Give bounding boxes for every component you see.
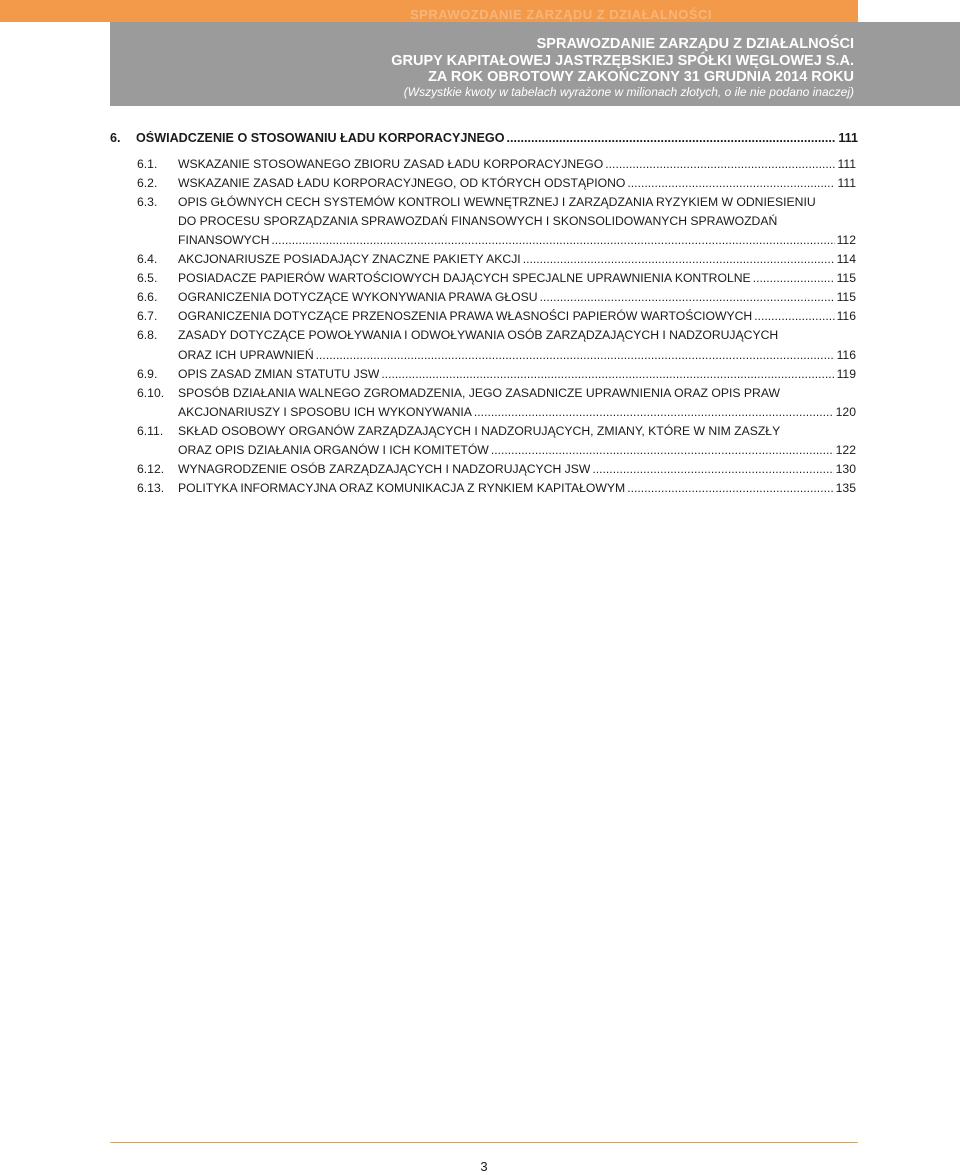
toc-item-page: 135 — [835, 481, 856, 496]
toc-item-number: 6.11. — [137, 423, 164, 438]
toc-item-title: POLITYKA INFORMACYJNA ORAZ KOMUNIKACJA Z RYNKIEM KAPITAŁOWYM — [178, 481, 626, 496]
toc-leader-dots — [754, 309, 834, 323]
page-number: 3 — [480, 1159, 488, 1174]
toc-item-number: 6.7. — [137, 309, 158, 324]
toc-leader-dots — [474, 405, 834, 419]
toc-item-number: 6.9. — [137, 366, 158, 381]
toc-leader-dots — [381, 367, 834, 381]
toc-item-number: 6.12. — [137, 462, 165, 477]
toc-item[interactable] — [178, 367, 856, 381]
toc-item-title: FINANSOWYCH — [178, 232, 270, 247]
toc-leader-dots — [627, 481, 833, 495]
toc-item-page: 114 — [836, 252, 856, 266]
toc-item-title: WSKAZANIE ZASAD ŁADU KORPORACYJNEGO, OD KTÓRYCH ODSTĄPIONO — [178, 175, 626, 190]
toc-item-page: 120 — [835, 404, 856, 419]
toc-item-title: OGRANICZENIA DOTYCZĄCE PRZENOSZENIA PRAWA WŁASNOŚCI PAPIERÓW WARTOŚCIOWYCH — [178, 309, 753, 324]
toc-item-page: 112 — [836, 232, 856, 247]
toc-main-page: 111 — [838, 131, 858, 145]
header-title-line-1: SPRAWOZDANIE ZARZĄDU Z DZIAŁALNOŚCI — [536, 36, 854, 52]
header-band-text: SPRAWOZDANIE ZARZĄDU Z DZIAŁALNOŚCI — [410, 7, 713, 22]
toc-main-number: 6. — [110, 131, 121, 145]
toc-item-title: ORAZ OPIS DZIAŁANIA ORGANÓW I ICH KOMITETÓW — [178, 443, 489, 457]
toc-leader-dots — [523, 252, 835, 266]
toc-leader-dots — [540, 290, 835, 304]
toc-item-number: 6.1. — [137, 156, 158, 171]
toc-item[interactable] — [178, 309, 856, 323]
toc-item[interactable] — [178, 462, 856, 476]
toc-item[interactable] — [178, 271, 856, 285]
toc-item[interactable] — [178, 405, 856, 419]
toc-item-number: 6.8. — [137, 328, 158, 343]
toc-leader-dots — [753, 271, 835, 285]
toc-item-title-line[interactable]: SPOSÓB DZIAŁANIA WALNEGO ZGROMADZENIA, JEGO ZASADNICZE UPRAWNIENIA ORAZ OPIS PRAW — [178, 385, 781, 400]
toc-leader-dots — [627, 176, 835, 190]
toc-item-title-line[interactable]: DO PROCESU SPORZĄDZANIA SPRAWOZDAŃ FINANSOWYCH I SKONSOLIDOWANYCH SPRAWOZDAŃ — [178, 213, 778, 228]
toc-main-title: OŚWIADCZENIE O STOSOWANIU ŁADU KORPORACYJNEGO — [136, 131, 505, 145]
header-title-line-3: ZA ROK OBROTOWY ZAKOŃCZONY 31 GRUDNIA 2014 ROKU — [428, 69, 854, 85]
toc-item-page: 116 — [836, 309, 856, 324]
toc-leader-dots — [271, 233, 834, 247]
toc-item[interactable] — [178, 157, 856, 171]
toc-item-title: OGRANICZENIA DOTYCZĄCE WYKONYWANIA PRAWA GŁOSU — [178, 290, 538, 305]
toc-item[interactable] — [178, 348, 856, 362]
toc-item-page: 130 — [835, 462, 856, 477]
toc-item-page: 115 — [836, 271, 856, 286]
toc-leader-dots — [605, 157, 835, 171]
toc-item[interactable] — [178, 481, 856, 495]
toc-leader-dots — [491, 443, 834, 457]
header-note: (Wszystkie kwoty w tabelach wyrażone w milionach złotych, o ile nie podano inaczej) — [403, 85, 854, 99]
toc-item-title: WSKAZANIE STOSOWANEGO ZBIORU ZASAD ŁADU KORPORACYJNEGO — [178, 156, 604, 171]
toc-item-title: ORAZ ICH UPRAWNIEŃ — [178, 347, 314, 362]
toc-item-title-line[interactable]: OPIS GŁÓWNYCH CECH SYSTEMÓW KONTROLI WEWNĘTRZNEJ I ZARZĄDZANIA RYZYKIEM W ODNIESIENIU — [178, 194, 816, 209]
toc-item-number: 6.10. — [137, 385, 165, 400]
toc-item-title-line[interactable]: ZASADY DOTYCZĄCE POWOŁYWANIA I ODWOŁYWANIA OSÓB ZARZĄDZAJĄCYCH I NADZORUJĄCYCH — [178, 328, 779, 343]
toc-main-entry[interactable] — [110, 131, 858, 145]
toc-item[interactable] — [178, 290, 856, 304]
footer-divider — [110, 1142, 858, 1143]
toc-item-number: 6.2. — [137, 175, 158, 190]
toc-item-number: 6.4. — [137, 252, 158, 266]
toc-leader-dots — [507, 131, 837, 145]
toc-item-number: 6.3. — [137, 194, 158, 209]
toc-item-page: 115 — [836, 290, 856, 305]
toc-item-title: WYNAGRODZENIE OSÓB ZARZĄDZAJĄCYCH I NADZORUJĄCYCH JSW — [178, 462, 591, 477]
toc-item-title-line[interactable]: SKŁAD OSOBOWY ORGANÓW ZARZĄDZAJĄCYCH I NADZORUJĄCYCH, ZMIANY, KTÓRE W NIM ZASZŁY — [178, 423, 781, 438]
toc-item[interactable] — [178, 252, 856, 266]
toc-item-page: 122 — [835, 443, 856, 457]
toc-item-number: 6.5. — [137, 271, 158, 286]
toc-item-page: 111 — [837, 175, 856, 190]
toc-item[interactable] — [178, 443, 856, 457]
toc-item[interactable] — [178, 233, 856, 247]
toc-item[interactable] — [178, 176, 856, 190]
toc-leader-dots — [316, 348, 835, 362]
toc-item-title: AKCJONARIUSZE POSIADAJĄCY ZNACZNE PAKIETY AKCJI — [178, 252, 521, 266]
header-title-line-2: GRUPY KAPITAŁOWEJ JASTRZĘBSKIEJ SPÓŁKI WĘGLOWEJ S.A. — [391, 53, 854, 69]
toc-item-title: AKCJONARIUSZY I SPOSOBU ICH WYKONYWANIA — [178, 404, 472, 419]
toc-item-page: 116 — [836, 347, 856, 362]
toc-leader-dots — [592, 462, 833, 476]
toc-item-title: OPIS ZASAD ZMIAN STATUTU JSW — [178, 366, 380, 381]
toc-item-page: 111 — [837, 156, 856, 171]
toc-item-number: 6.13. — [137, 481, 165, 496]
toc-item-number: 6.6. — [137, 290, 158, 305]
toc-item-page: 119 — [836, 366, 856, 381]
toc-item-title: POSIADACZE PAPIERÓW WARTOŚCIOWYCH DAJĄCYCH SPECJALNE UPRAWNIENIA KONTROLNE — [178, 271, 751, 286]
